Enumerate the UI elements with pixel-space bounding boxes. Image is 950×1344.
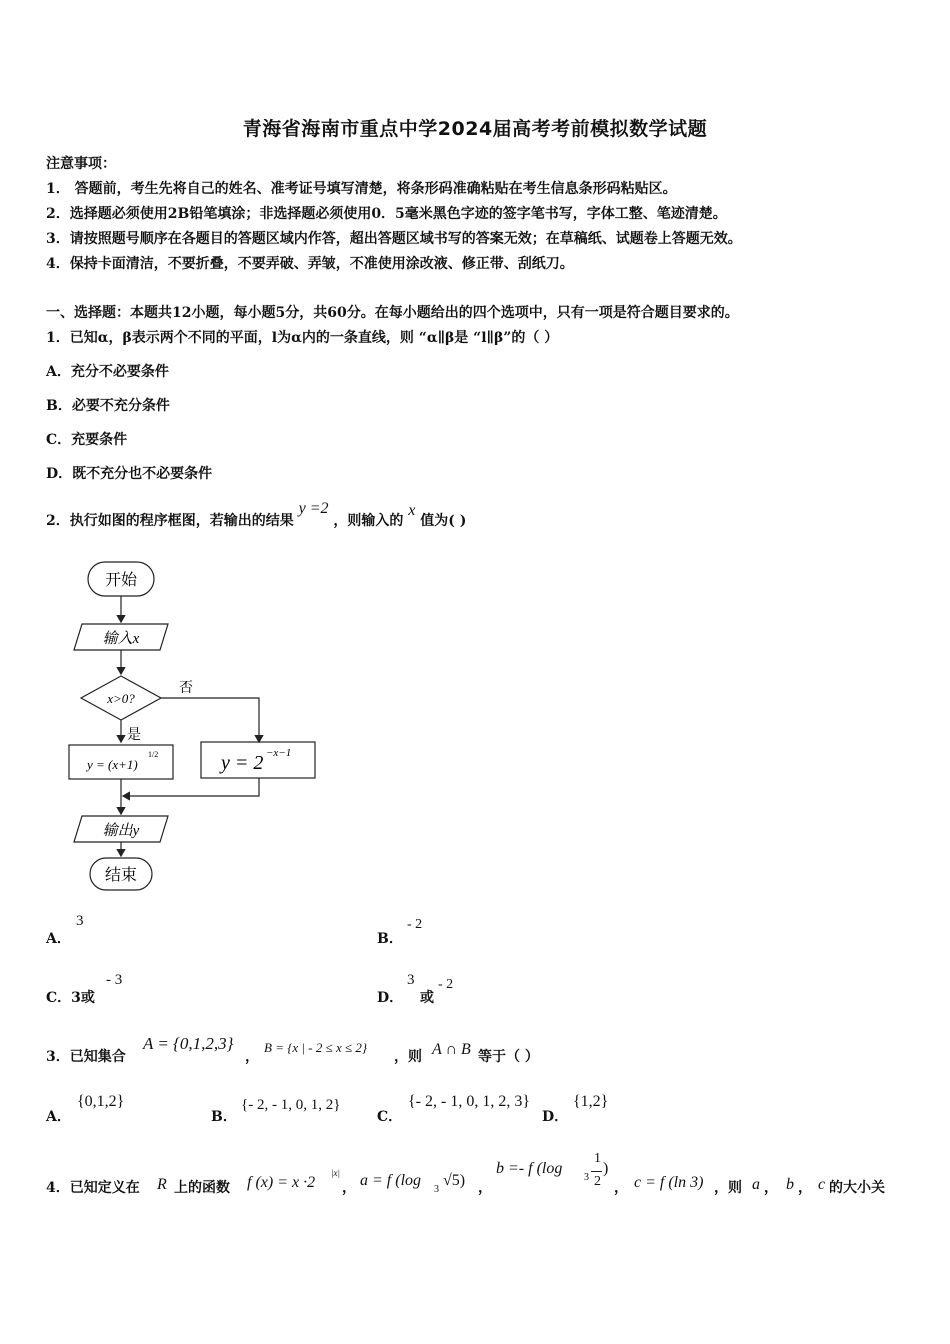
flowchart-left-formula: y = (x+1)	[87, 757, 138, 772]
question-2-option-d-connector: 或	[420, 990, 434, 1006]
notice-item: 3．请按照题号顺序在各题目的答题区域内作答，超出答题区域书写的答案无效；在草稿纸、试题卷上答题无效。	[46, 231, 742, 247]
flowchart-end-label: 结束	[104, 867, 138, 884]
section-heading: 一、选择题：本题共12小题，每小题5分，共60分。在每小题给出的四个选项中，只有一项是符合题目要求的。	[46, 305, 739, 321]
question-4-stem-text: 的大小关	[829, 1180, 885, 1196]
question-3-stem-text: ，则	[394, 1049, 422, 1065]
flowchart-right-formula: y = 2	[221, 752, 264, 774]
question-3-option-a-label: A．	[46, 1109, 71, 1125]
question-2-option-b-value: - 2	[407, 917, 423, 932]
question-3-option-d-value: {1,2}	[573, 1093, 609, 1110]
question-2-stem-text: 2．执行如图的程序框图，若输出的结果	[46, 513, 294, 529]
question-4-separator: ，	[478, 1180, 492, 1196]
flowchart-input-label: 输入x	[102, 631, 140, 647]
question-4-separator: ，	[614, 1180, 628, 1196]
question-1-stem: 1．已知α，β表示两个不同的平面，l为α内的一条直线，则 “α∥β是 “l∥β”的（ ）	[46, 330, 559, 346]
question-2-option-d-label: D．	[377, 990, 404, 1006]
flowchart-right-exponent: −x−1	[266, 747, 292, 759]
question-4-b-def: b =- f (log	[496, 1160, 563, 1177]
question-4-b-frac-den: 2	[594, 1174, 601, 1189]
question-4-c-def: c = f (ln 3)	[634, 1174, 704, 1191]
question-4-function-exponent: |x|	[331, 1168, 340, 1178]
question-4-b-frac-bar	[591, 1171, 602, 1172]
question-4-stem-text: ，则	[714, 1180, 742, 1196]
question-2-stem-text: 值为( )	[420, 513, 467, 529]
question-4-separator: ，	[798, 1180, 812, 1196]
question-2-option-c-value: - 3	[106, 972, 123, 988]
question-4-var-b: b	[786, 1176, 794, 1193]
question-4-a-base: 3	[434, 1184, 439, 1195]
question-1-option-a: A．充分不必要条件	[46, 364, 169, 380]
question-4-stem-text: 4．已知定义在	[46, 1180, 140, 1196]
program-flowchart	[60, 556, 340, 896]
question-3-option-c-value: {- 2, - 1, 0, 1, 2, 3}	[408, 1093, 531, 1110]
question-3-option-a-value: {0,1,2}	[77, 1093, 125, 1110]
question-4-stem-text: 上的函数	[174, 1180, 230, 1196]
flowchart-left-exponent: 1/2	[148, 750, 159, 759]
flowchart-no-label: 否	[179, 681, 193, 696]
question-3-intersection: A ∩ B	[432, 1041, 471, 1058]
question-2-option-d-value: - 2	[438, 977, 454, 992]
question-3-set-a: A = {0,1,2,3}	[143, 1034, 234, 1053]
question-1-option-d: D．既不充分也不必要条件	[46, 466, 213, 482]
question-3-option-c-label: C．	[377, 1109, 403, 1125]
flowchart-yes-label: 是	[127, 728, 141, 743]
question-4-separator: ，	[342, 1180, 356, 1196]
question-2-stem	[46, 500, 467, 530]
question-4-b-base: 3	[584, 1172, 589, 1183]
question-3-separator: ，	[245, 1049, 259, 1065]
question-3-stem-text: 等于（ ）	[478, 1049, 539, 1065]
question-3-option-b-value: {- 2, - 1, 0, 1, 2}	[241, 1097, 341, 1113]
flowchart-output-label: 输出y	[102, 823, 140, 839]
question-1-option-b: B．必要不充分条件	[46, 398, 170, 414]
question-4-var-c: c	[818, 1176, 826, 1193]
question-3-stem-text: 3．已知集合	[46, 1049, 126, 1065]
question-2-option-b-label: B．	[377, 931, 403, 947]
question-3-option-b-label: B．	[211, 1109, 237, 1125]
question-4-function: f (x) = x ·2	[247, 1174, 316, 1191]
question-2-option-d-value: 3	[407, 972, 415, 988]
notice-item: 2．选择题必须使用2B铅笔填涂；非选择题必须使用0．5毫米黑色字迹的签字笔书写，字体工整、笔迹清楚。	[46, 206, 727, 222]
question-2-output-value: y =2	[298, 500, 329, 517]
question-4-a-arg: √5)	[443, 1172, 466, 1189]
question-4-separator: ，	[764, 1180, 778, 1196]
notice-item: 1． 答题前，考生先将自己的姓名、准考证号填写清楚，将条形码准确粘贴在考生信息条形码粘贴区。	[46, 181, 677, 197]
question-2-option-c-label: C．3或	[46, 990, 95, 1006]
question-3-stem	[46, 1046, 126, 1066]
question-2-option-a-value: 3	[76, 913, 84, 929]
page-title: 青海省海南市重点中学2024届高考考前模拟数学试题	[242, 118, 708, 140]
flowchart-start-label: 开始	[104, 572, 138, 589]
question-1-option-c: C．充要条件	[46, 432, 128, 448]
question-3-set-b: B = {x | - 2 ≤ x ≤ 2}	[264, 1040, 368, 1055]
question-2-stem-text: ，则输入的	[333, 513, 404, 529]
question-4-domain: R	[157, 1176, 167, 1193]
question-4-a-def: a = f (log	[360, 1172, 422, 1189]
question-4-b-frac-num: 1	[594, 1151, 601, 1166]
notice-item: 4．保持卡面清洁，不要折叠，不要弄破、弄皱，不准使用涂改液、修正带、刮纸刀。	[46, 256, 574, 272]
question-2-option-a-label: A．	[46, 931, 71, 947]
question-3-option-d-label: D．	[542, 1109, 569, 1125]
question-4-var-a: a	[752, 1176, 760, 1193]
question-2-variable: x	[408, 502, 416, 519]
question-4-b-close: )	[603, 1160, 609, 1177]
notice-heading: 注意事项：	[46, 156, 116, 172]
flowchart-decision-label: x>0?	[107, 691, 135, 706]
